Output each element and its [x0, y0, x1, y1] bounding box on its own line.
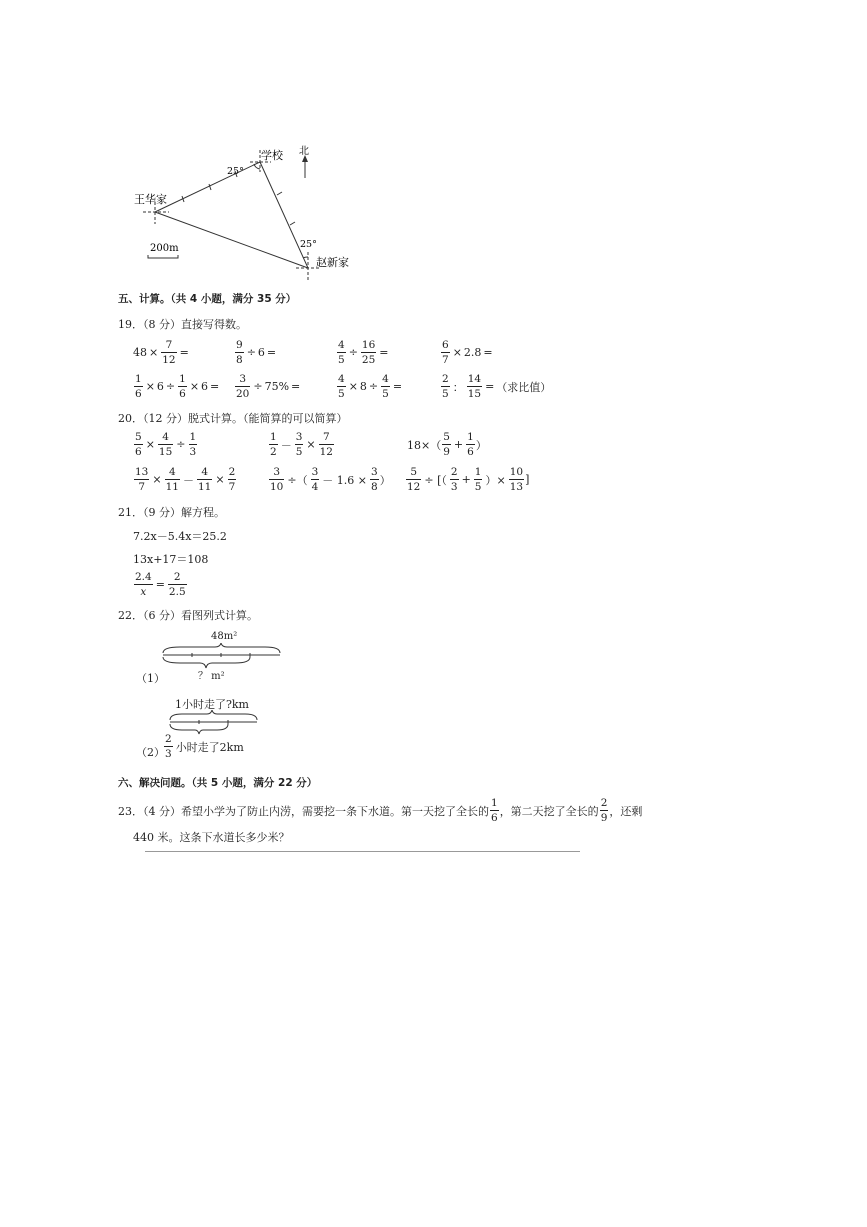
label-wang: 王华家 [134, 193, 167, 206]
q23-line-1: 23．（4 分）希望小学为了防止内涝，需要挖一条下水道。第一天挖了全长的 $\frac{1}{6}$ ，第二天挖了全长的 $\frac{2}{9}$ ，还剩 [118, 797, 643, 824]
q20-expr-3: 18×（ $\frac{5}{9}$ + $\frac{1}{6}$ ） [407, 431, 487, 458]
scale-bar [148, 255, 178, 258]
q20-expr-5: $\frac{3}{10}$ ÷（ $\frac{3}{4}$ － 1.6 × $\frac{3}{8}$ ） [270, 466, 391, 493]
label-scale: 200m [150, 243, 179, 254]
label-school: 学校 [261, 149, 283, 162]
q21-label: 21．（9 分）解方程。 [118, 506, 225, 519]
q22-diagram-1-top: 48m² [211, 631, 238, 642]
q22-diagram-2 [167, 710, 262, 736]
q19-label: 19．（8 分）直接写得数。 [118, 318, 247, 331]
q22-diagram-2-top: 1小时走了?km [175, 698, 249, 711]
q21-eq-3: $\frac{2.4}{x}$ = $\frac{2}{2.5}$ [135, 571, 186, 598]
q21-eq-2: 13x+17＝108 [133, 553, 209, 566]
q22-diagram-2-bottom: $\frac{2}{3}$ 小时走了2km [165, 733, 244, 760]
road-school-zhao [260, 162, 308, 268]
q20-expr-1: $\frac{5}{6}$ × $\frac{4}{15}$ ÷ $\frac{1}{3}$ [135, 431, 197, 458]
q19-item-8: $\frac{2}{5}$ ： $\frac{14}{15}$ = （求比值） [442, 373, 552, 400]
q20-expr-6: $\frac{5}{12}$ ÷ [（ $\frac{2}{3}$ + $\frac{1}{5}$ ）× $\frac{10}{13}$ ] [407, 466, 530, 493]
divider [145, 851, 580, 852]
q22-diagram-2-label: （2） [136, 746, 165, 759]
road-wang-zhao [155, 212, 308, 268]
q23-line-2: 440 米。这条下水道长多少米？ [133, 831, 290, 844]
section-6-title: 六、解决问题。（共 5 小题，满分 22 分） [118, 777, 318, 789]
q19-item-4: $\frac{6}{7}$ × 2.8 = [442, 339, 493, 366]
q21-eq-1: 7.2x－5.4x＝25.2 [133, 530, 227, 543]
q22-diagram-1-label: （1） [136, 672, 165, 685]
q20-expr-2: $\frac{1}{2}$ － $\frac{3}{5}$ × $\frac{7}{12}$ [270, 431, 333, 458]
q20-label: 20．（12 分）脱式计算。（能简算的可以简算） [118, 412, 348, 425]
q19-item-5: $\frac{1}{6}$ × 6 ÷ $\frac{1}{6}$ × 6 = [135, 373, 220, 400]
q20-expr-4: $\frac{13}{7}$ × $\frac{4}{11}$ － $\frac{4}{11}$ × $\frac{2}{7}$ [135, 466, 236, 493]
q19-item-6: $\frac{3}{20}$ ÷ 75% = [236, 373, 301, 400]
label-angle-top: 25° [227, 166, 244, 177]
label-north: 北 [299, 146, 309, 157]
q19-item-1: 48 × $\frac{7}{12}$ = [133, 339, 189, 366]
q22-diagram-1-bottom: ？ m² [198, 671, 225, 682]
q19-item-3: $\frac{4}{5}$ ÷ $\frac{16}{25}$ = [338, 339, 389, 366]
q19-item-7: $\frac{4}{5}$ × 8 ÷ $\frac{4}{5}$ = [338, 373, 403, 400]
label-zhao: 赵新家 [316, 256, 349, 269]
map-diagram [125, 140, 365, 285]
road-wang-school [155, 162, 260, 212]
section-5-title: 五、计算。（共 4 小题，满分 35 分） [118, 293, 297, 305]
label-angle-bottom: 25° [300, 239, 317, 250]
q22-label: 22．（6 分）看图列式计算。 [118, 609, 258, 622]
q19-item-2: $\frac{9}{8}$ ÷ 6 = [236, 339, 277, 366]
